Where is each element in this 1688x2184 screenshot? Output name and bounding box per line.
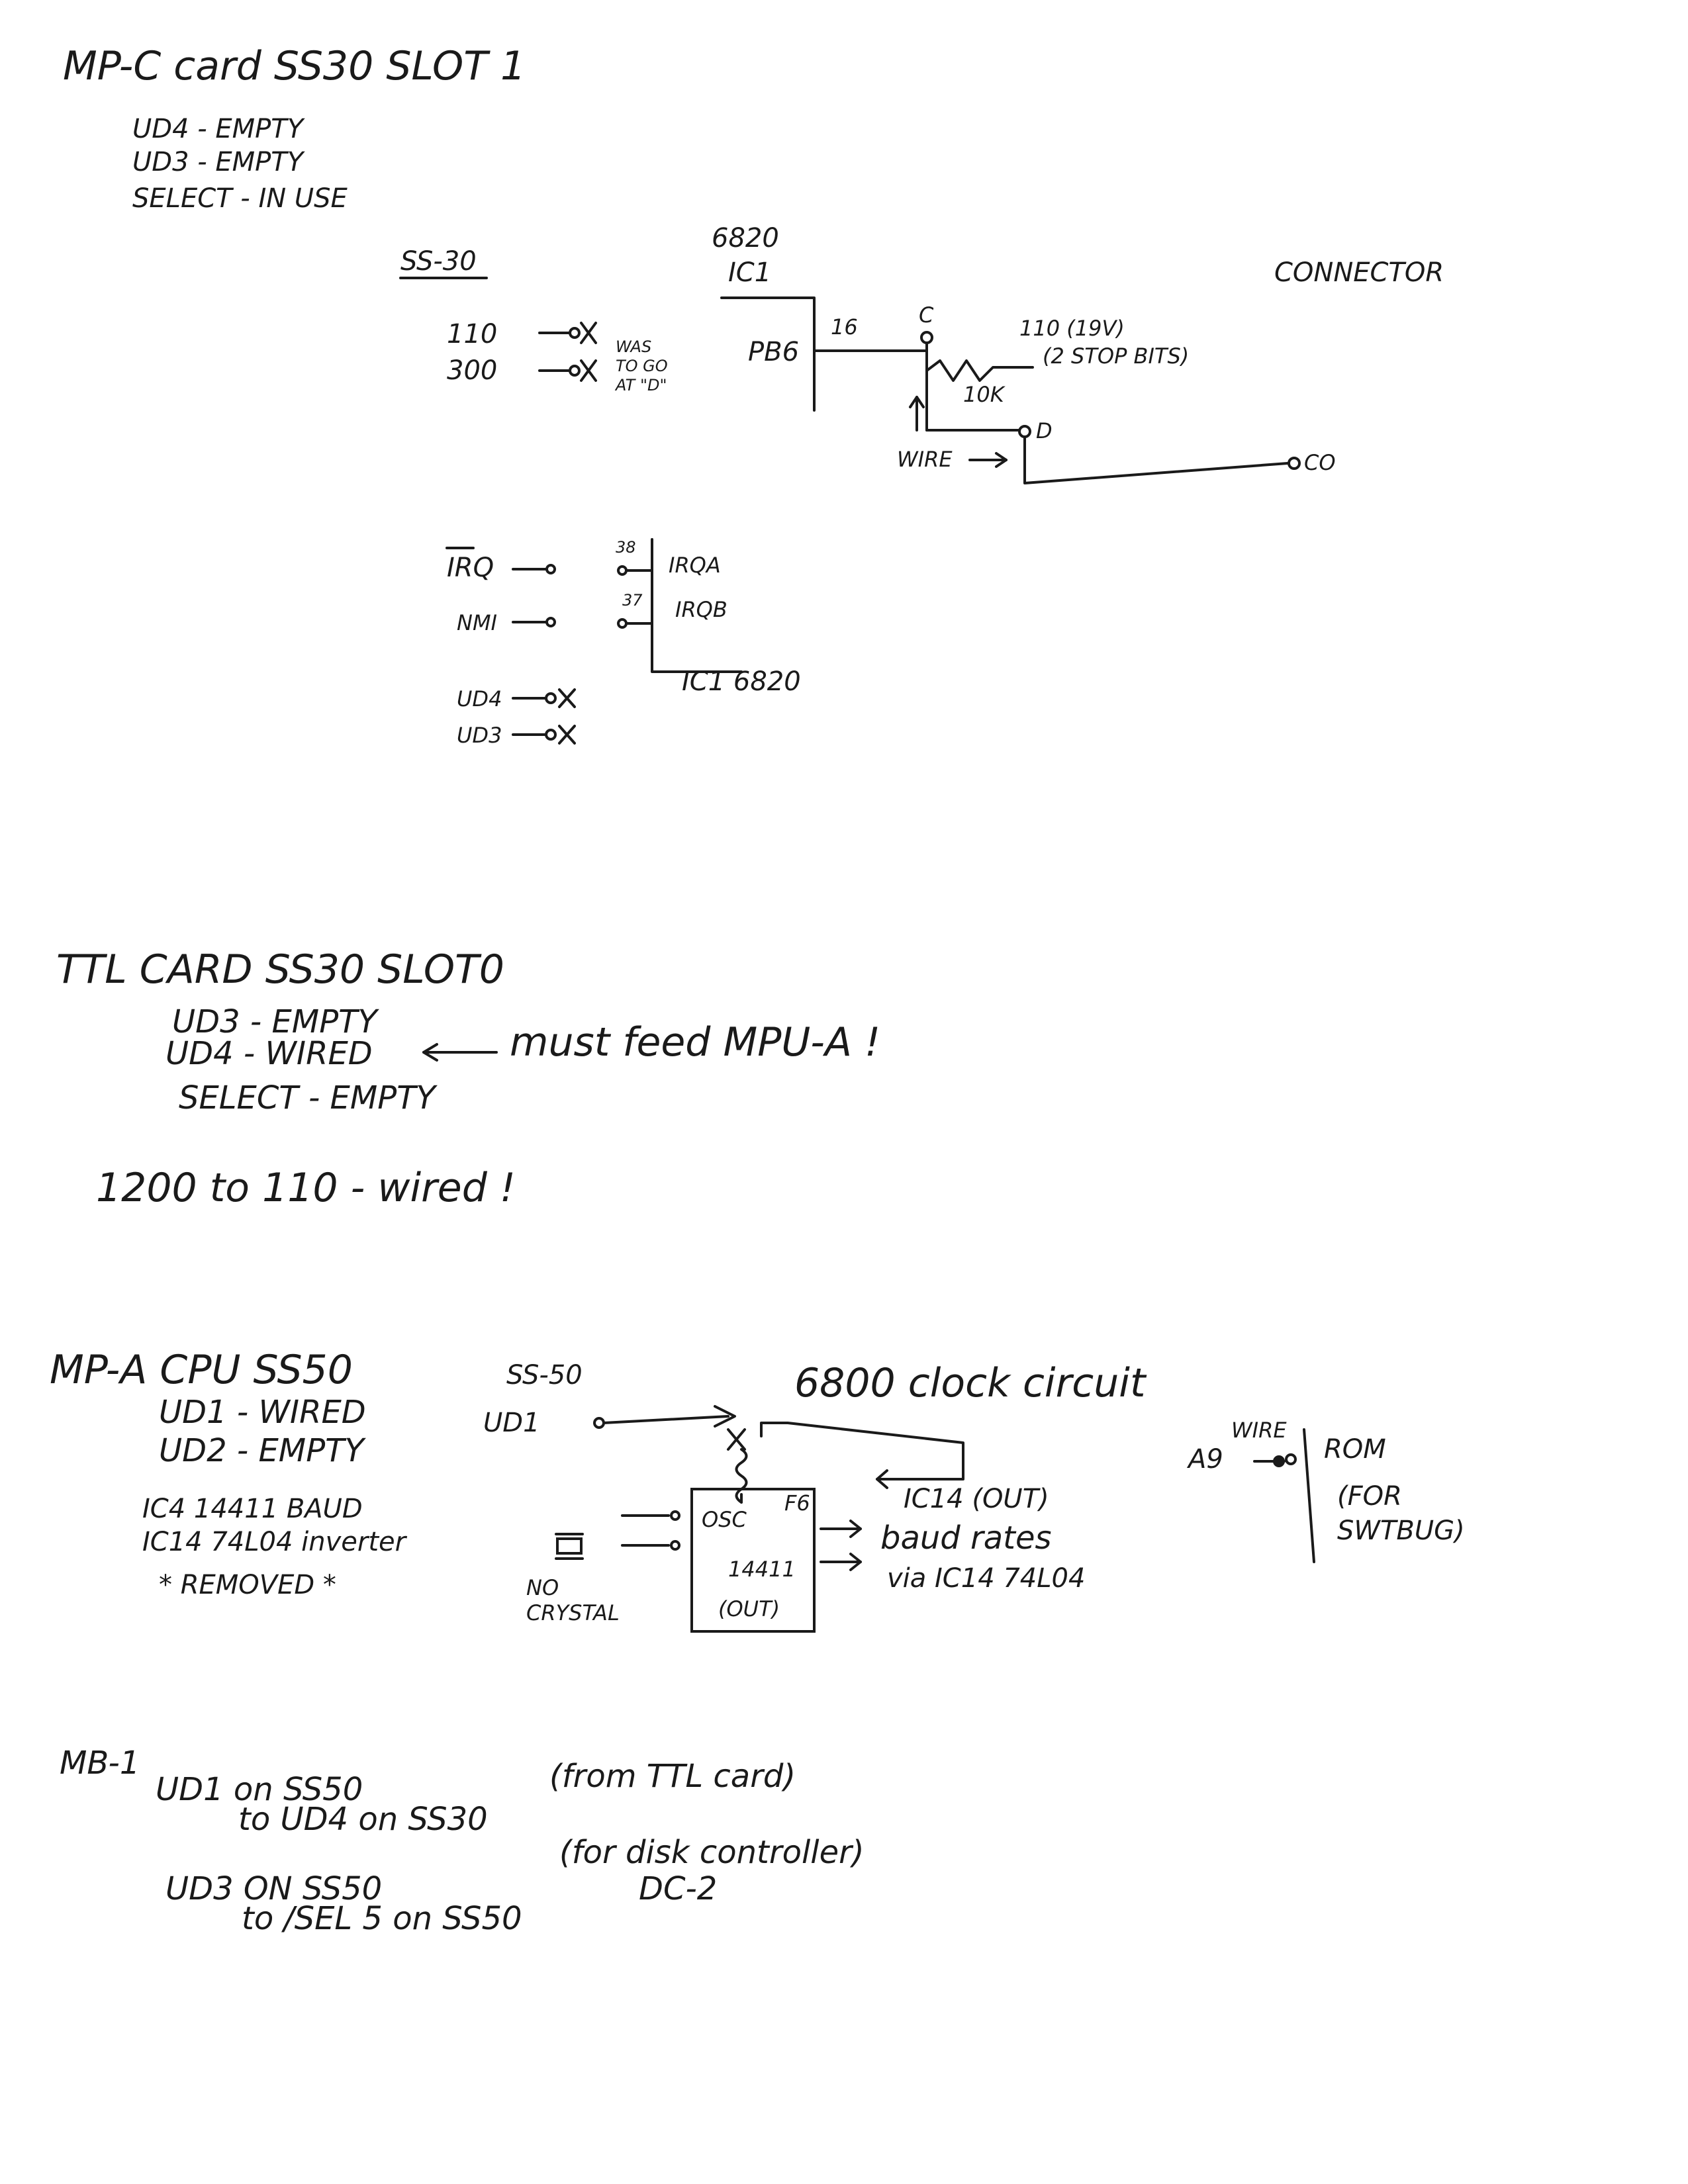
crystal-pin-2 <box>671 1541 679 1549</box>
ttl-ud4-status: UD4 - WIRED <box>165 1035 373 1072</box>
node-d-terminal <box>1019 426 1030 437</box>
mb1-line2-c: (for disk controller) <box>559 1834 865 1871</box>
mpc-ic1-6820-label: IC1 6820 <box>682 666 801 697</box>
ttl-ud3-status: UD3 - EMPTY <box>172 1003 377 1040</box>
mpa-ic14-note: IC14 74L04 inverter <box>142 1527 406 1557</box>
irq-terminal <box>547 565 555 573</box>
mpa-removed-note: * REMOVED * <box>159 1570 336 1600</box>
mpc-select-status: SELECT - IN USE <box>132 183 348 214</box>
mpa-ic14-out-label: IC14 (OUT) <box>904 1484 1049 1514</box>
mpa-wire-label: WIRE <box>1231 1418 1287 1443</box>
mpa-no-crystal-label: NO CRYSTAL <box>526 1575 620 1626</box>
node-c-terminal <box>921 332 932 343</box>
mpc-ud3-status: UD3 - EMPTY <box>132 147 304 177</box>
mpc-r110-label: 110 (19V) <box>1019 316 1125 341</box>
mpc-irqb-label: IRQB <box>675 597 727 622</box>
mb1-line2-b: to /SEL 5 on SS50 <box>242 1900 522 1937</box>
mpa-ud1-status: UD1 - WIRED <box>159 1394 366 1431</box>
baud110-terminal <box>570 328 579 338</box>
mb1-line2-a: UD3 ON SS50 <box>165 1870 383 1907</box>
mpa-ud2-status: UD2 - EMPTY <box>159 1432 364 1469</box>
mpc-stop-bits-label: (2 STOP BITS) <box>1043 343 1190 369</box>
mb1-title: MB-1 <box>60 1745 140 1782</box>
mpa-osc-label: OSC <box>702 1507 747 1532</box>
mpc-nmi-label: NMI <box>457 610 497 635</box>
mpc-baud300-label: 300 <box>447 355 498 386</box>
mpc-title: MP-C card SS30 SLOT 1 <box>63 43 526 89</box>
mpc-r10k-label: 10K <box>963 382 1004 407</box>
rom-edge <box>1304 1430 1314 1562</box>
mpc-pb6-label: PB6 <box>748 337 800 367</box>
mpa-via-label: via IC14 74L04 <box>887 1563 1086 1594</box>
rom-terminal <box>1286 1455 1295 1464</box>
mpa-swtbug-label: (FOR SWTBUG) <box>1337 1481 1465 1546</box>
mpa-f6-label: F6 <box>784 1490 810 1516</box>
crystal-pin-1 <box>671 1512 679 1520</box>
a9-terminal <box>1274 1457 1284 1466</box>
co-terminal <box>1289 458 1299 469</box>
mb1-line1-b: to UD4 on SS30 <box>238 1801 488 1838</box>
mpc-connector-label: CONNECTOR <box>1274 257 1444 288</box>
mpc-node-d-label: D <box>1036 418 1053 443</box>
ud1-terminal <box>594 1418 604 1428</box>
mb1-line1-a: UD1 on SS50 <box>156 1771 363 1808</box>
mpa-rom-label: ROM <box>1324 1434 1386 1465</box>
mpc-ud4-status: UD4 - EMPTY <box>132 114 304 144</box>
ttl-title: TTL CARD SS30 SLOT0 <box>56 946 504 993</box>
mpc-irqa-label: IRQA <box>669 553 721 578</box>
ud3-terminal <box>546 730 555 739</box>
mpc-bus-label: SS-30 <box>400 246 477 277</box>
mpc-wire-label: WIRE <box>897 447 953 472</box>
baud300-terminal <box>570 366 579 375</box>
mpc-ud4-pin-label: UD4 <box>457 686 502 711</box>
mb1-line2-d: DC-2 <box>639 1870 718 1907</box>
ud1-wire <box>604 1416 728 1423</box>
nmi-terminal <box>547 618 555 626</box>
mb1-line1-c: (from TTL card) <box>549 1758 796 1795</box>
mpc-ud3-pin-label: UD3 <box>457 723 502 748</box>
crystal-symbol <box>557 1539 581 1553</box>
mpa-chip-out-label: (OUT) <box>718 1596 780 1621</box>
mpa-a9-label: A9 <box>1188 1444 1223 1475</box>
mpa-chip-label: 14411 <box>728 1557 796 1582</box>
ttl-select-status: SELECT - EMPTY <box>179 1079 436 1116</box>
mpc-co-label: CO <box>1304 450 1336 475</box>
mpa-bus-label: SS-50 <box>506 1360 583 1390</box>
mpc-chip-id: IC1 <box>728 257 772 288</box>
ud4-terminal <box>546 694 555 703</box>
feedback-loop <box>761 1423 963 1479</box>
resistor-10k <box>927 361 1033 381</box>
ttl-wired-note: 1200 to 110 - wired ! <box>96 1165 516 1211</box>
d-to-co-wire <box>1025 437 1288 483</box>
mpa-title: MP-A CPU SS50 <box>50 1347 353 1393</box>
mpc-node-c-label: C <box>919 302 934 328</box>
mpc-pin16-label: 16 <box>831 314 858 340</box>
mpc-chip-number: 6820 <box>712 223 779 253</box>
ttl-must-feed-note: must feed MPU-A ! <box>510 1019 881 1066</box>
mpa-clock-label: 6800 clock circuit <box>794 1360 1146 1406</box>
mpa-ud1-pin-label: UD1 <box>483 1408 540 1438</box>
mpc-baud110-label: 110 <box>447 319 498 349</box>
mpc-was-note: WAS TO GO AT "D" <box>616 338 668 394</box>
mpc-pin37-label: 37 <box>622 591 643 610</box>
mpa-ic4-note: IC4 14411 BAUD <box>142 1494 363 1524</box>
mpa-baud-rates-label: baud rates <box>880 1520 1052 1557</box>
mpc-pin38-label: 38 <box>616 538 636 557</box>
mpc-irq-label: IRQ <box>447 553 494 583</box>
